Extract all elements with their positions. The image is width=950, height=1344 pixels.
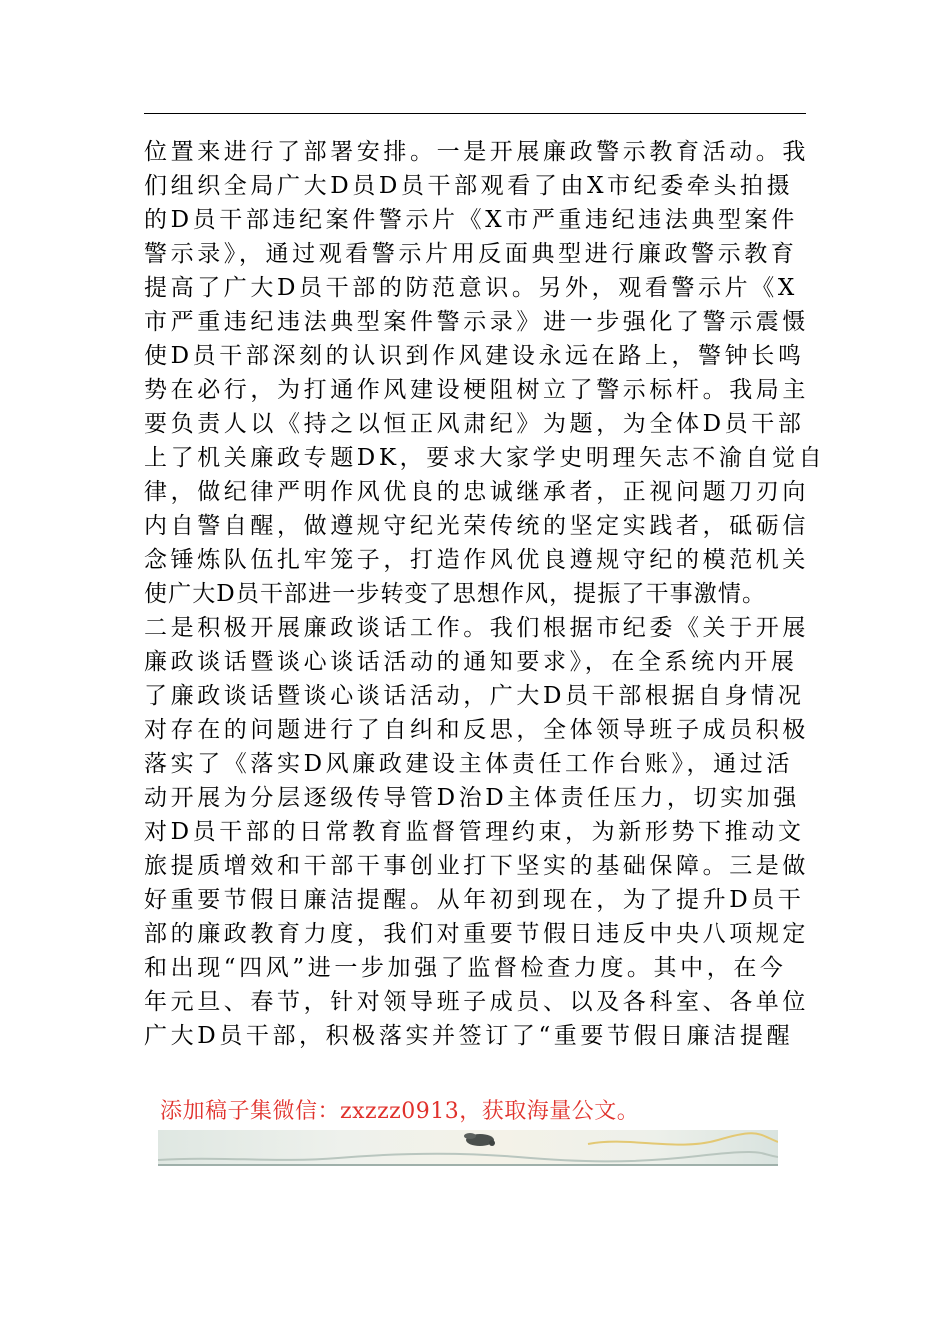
- body-line-16: 廉政谈话暨谈心谈话活动的通知要求》，在全系统内开展: [144, 649, 798, 675]
- body-line-9: 要负责人以《持之以恒正风肃纪》为题，为全体D员干部: [144, 411, 805, 437]
- body-line-27: 广大D员干部，积极落实并签订了“重要节假日廉洁提醒: [144, 1023, 794, 1049]
- body-line-8: 势在必行，为打通作风建设梗阻树立了警示标杆。我局主: [144, 377, 809, 403]
- body-line-7: 使D员干部深刻的认识到作风建设永远在路上，警钟长鸣: [144, 343, 805, 369]
- body-line-4: 警示录》，通过观看警示片用反面典型进行廉政警示教育: [144, 241, 798, 267]
- body-line-3: 的D员干部违纪案件警示片《X市严重违纪违法典型案件: [144, 207, 798, 233]
- body-line-13: 念锤炼队伍扎牢笼子，打造作风优良遵规守纪的模范机关: [144, 547, 809, 573]
- body-line-2: 们组织全局广大D员D员干部观看了由X市纪委牵头拍摄: [144, 173, 794, 199]
- banner-ink-wave-graphic: [158, 1130, 778, 1166]
- document-body: [144, 135, 826, 1053]
- body-line-14: 使广大D员干部进一步转变了思想作风，提振了干事激情。: [144, 581, 767, 607]
- body-line-26: 年元旦、春节，针对领导班子成员、以及各科室、各单位: [144, 989, 809, 1015]
- body-line-5: 提高了广大D员干部的防范意识。另外，观看警示片《X: [144, 275, 798, 301]
- body-line-18: 对存在的问题进行了自纠和反思，全体领导班子成员积极: [144, 717, 809, 743]
- body-line-6: 市严重违纪违法典型案件警示录》进一步强化了警示震慑: [144, 309, 809, 335]
- body-line-25: 和出现“四风”进一步加强了监督检查力度。其中，在今: [144, 955, 787, 981]
- body-line-12: 内自警自醒，做遵规守纪光荣传统的坚定实践者，砥砺信: [144, 513, 809, 539]
- body-line-17: 了廉政谈话暨谈心谈话活动，广大D员干部根据自身情况: [144, 683, 805, 709]
- body-line-19: 落实了《落实D风廉政建设主体责任工作台账》，通过活: [144, 751, 793, 777]
- body-line-10: 上了机关廉政专题DK，要求大家学史明理矢志不渝自觉自: [144, 445, 826, 471]
- body-line-24: 部的廉政教育力度，我们对重要节假日违反中央八项规定: [144, 921, 809, 947]
- header-rule: [144, 113, 806, 114]
- body-line-21: 对D员干部的日常教育监督管理约束，为新形势下推动文: [144, 819, 805, 845]
- body-line-15: 二是积极开展廉政谈话工作。我们根据市纪委《关于开展: [144, 615, 809, 641]
- body-line-23: 好重要节假日廉洁提醒。从年初到现在，为了提升D员干: [144, 887, 805, 913]
- body-line-11: 律，做纪律严明作风优良的忠诚继承者，正视问题刀刃向: [144, 479, 809, 505]
- body-line-1: 位置来进行了部署安排。一是开展廉政警示教育活动。我: [144, 139, 809, 165]
- promo-text: 添加稿子集微信：zxzzz0913，获取海量公文。: [160, 1099, 640, 1124]
- decorative-banner-image: [158, 1130, 778, 1166]
- body-line-20: 动开展为分层逐级传导管D治D主体责任压力，切实加强: [144, 785, 800, 811]
- body-line-22: 旅提质增效和干部干事创业打下坚实的基础保障。三是做: [144, 853, 809, 879]
